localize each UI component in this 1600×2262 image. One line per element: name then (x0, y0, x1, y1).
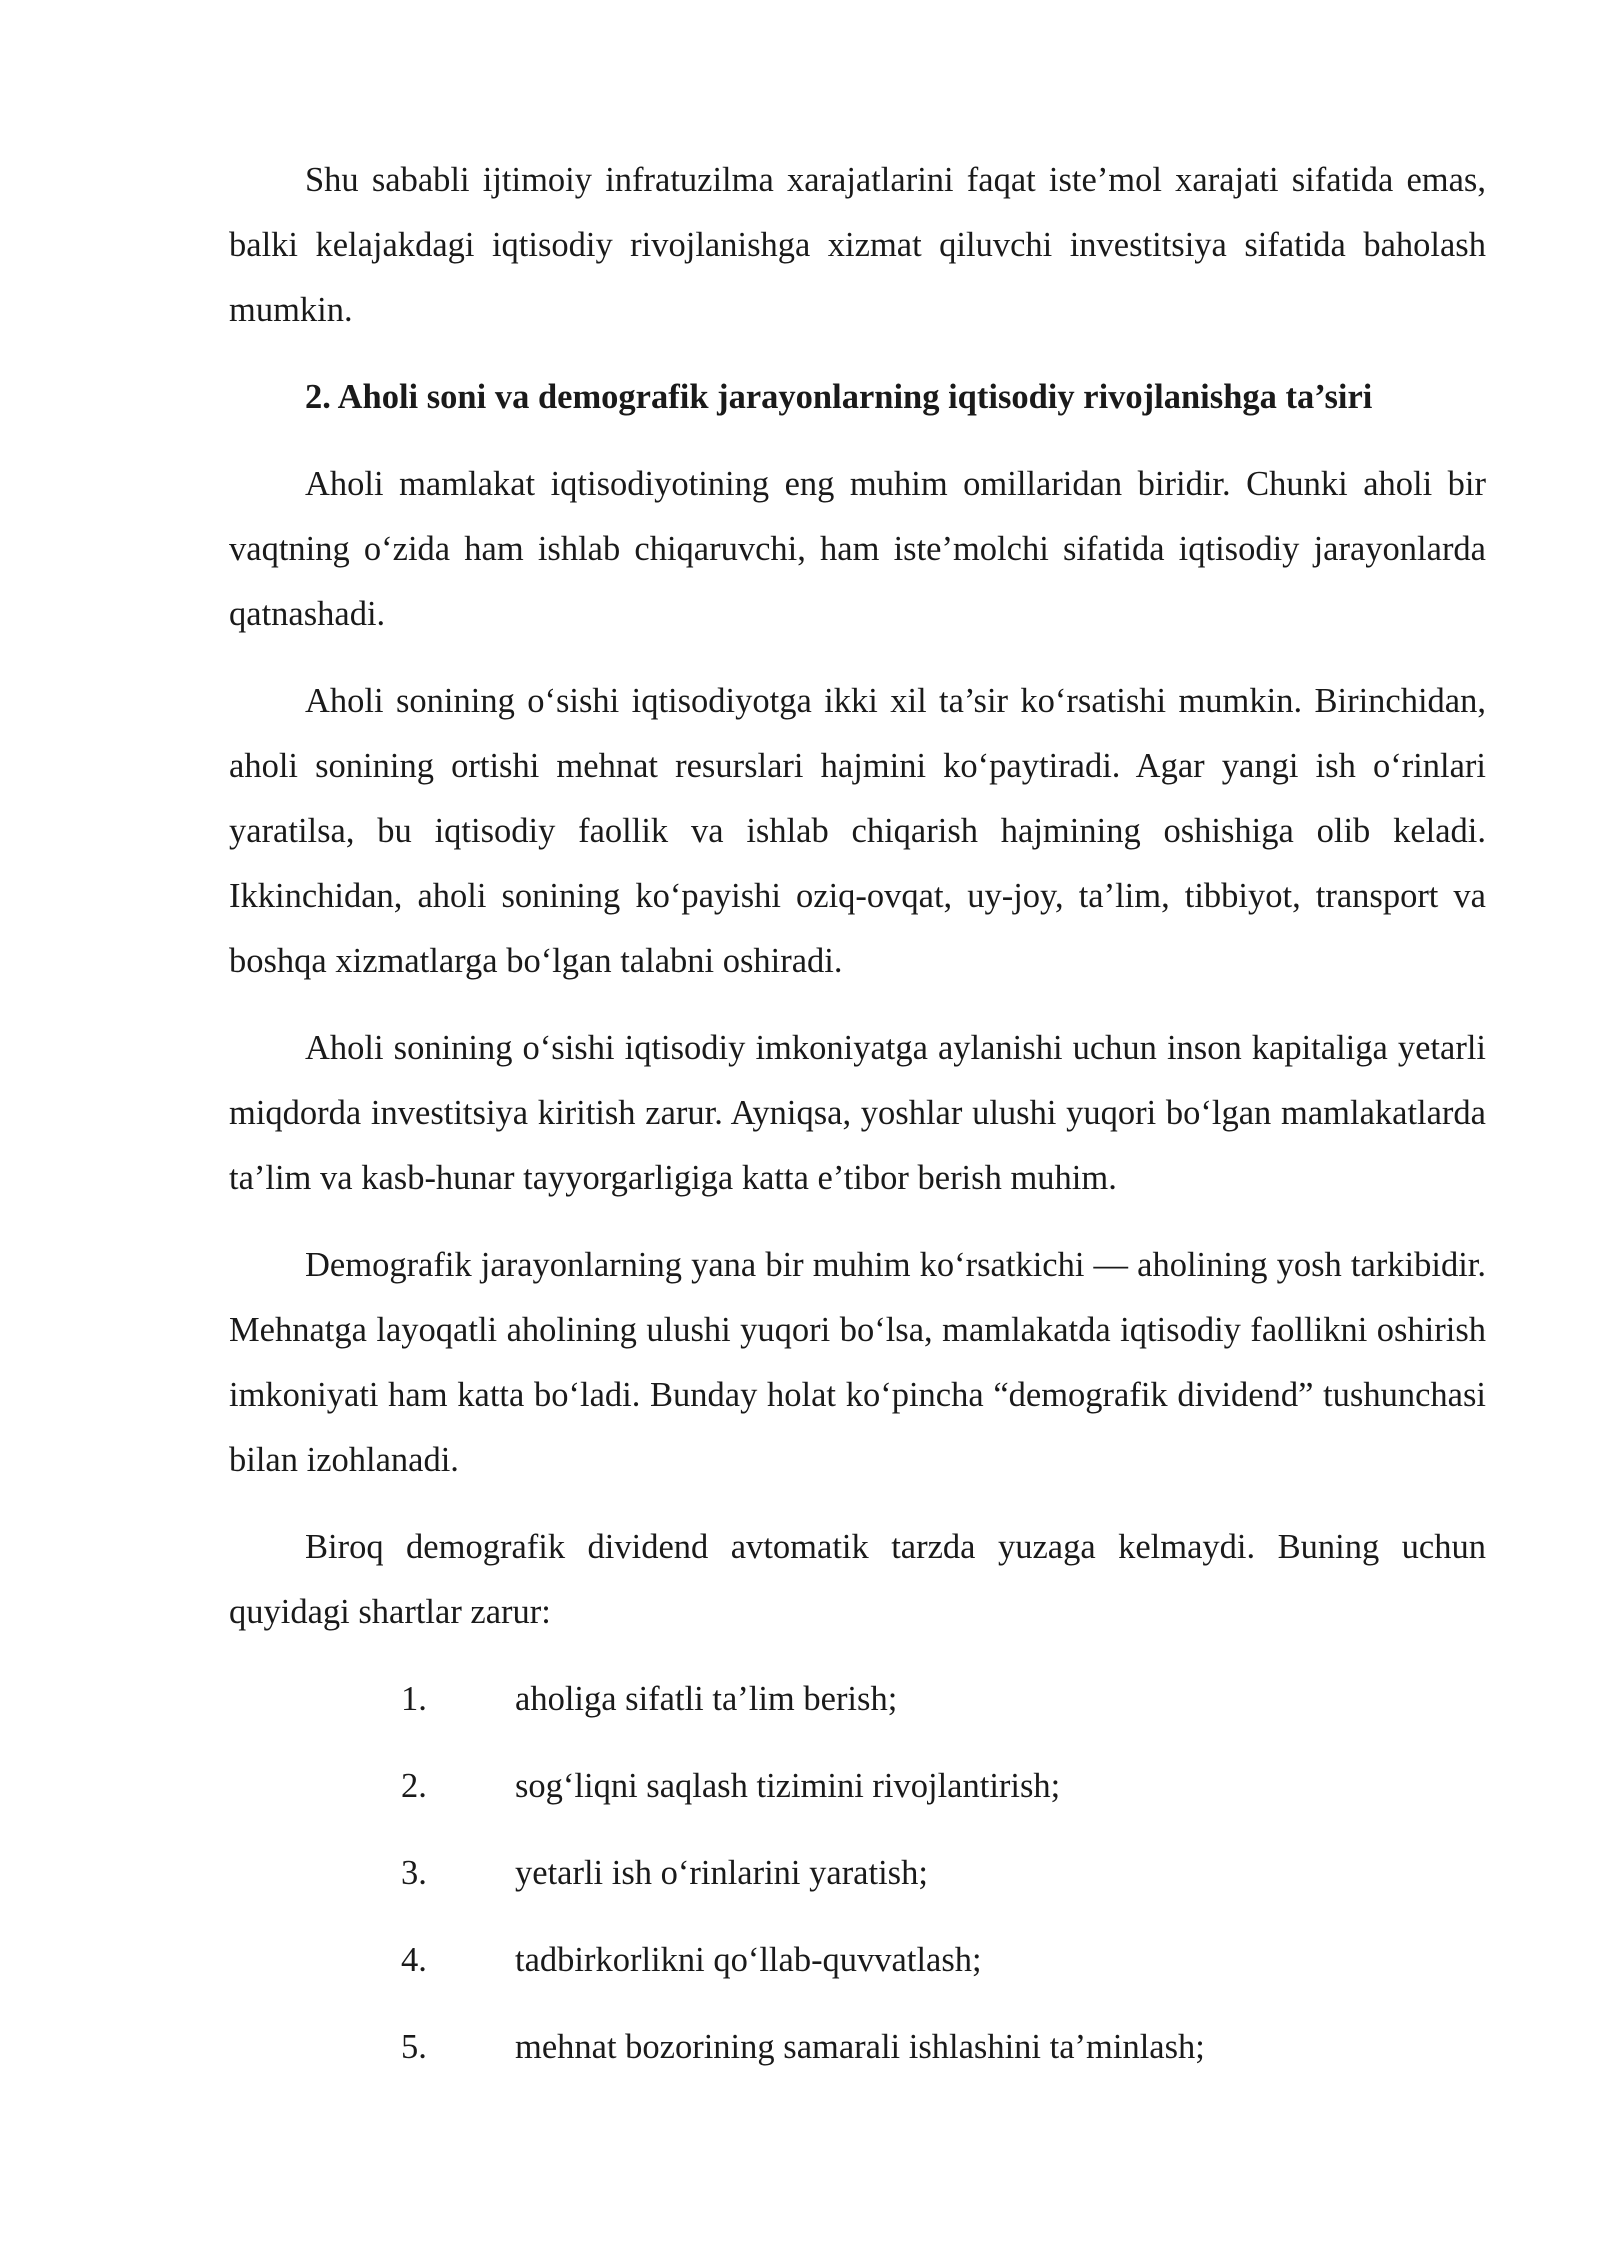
list-item (229, 1928, 1486, 1993)
conditions-list (229, 1667, 1486, 2080)
list-text: tadbirkorlikni qo‘llab-quvvatlash; (515, 1941, 982, 1979)
paragraph-4: Demografik jarayonlarning yana bir muhim ko‘rsatkichi — aholining yosh tarkibidir. Mehnatga layoqatli aholining ulushi yuqori bo‘lsa, mamlakatda iqtisodiy faollikni oshirish imkoniyati ham katta bo‘ladi. Bunday holat ko‘pincha “demografik dividend” tushunchasi bilan izohlanadi. (229, 1246, 1486, 1479)
paragraph-5: Biroq demografik dividend avtomatik tarzda yuzaga kelmaydi. Buning uchun quyidagi shartlar zarur: (229, 1528, 1486, 1631)
list-item (229, 1754, 1486, 1819)
document-page (229, 148, 1486, 2102)
list-number: 3. (401, 1854, 427, 1892)
list-number: 4. (401, 1941, 427, 1979)
list-number: 1. (401, 1680, 427, 1718)
paragraph-intro: Shu sababli ijtimoiy infratuzilma xarajatlarini faqat iste’mol xarajati sifatida emas, balki kelajakdagi iqtisodiy rivojlanishga xizmat qiluvchi investitsiya sifatida baholash mumkin. (229, 161, 1486, 329)
section-heading: 2. Aholi soni va demografik jarayonlarning iqtisodiy rivojlanishga ta’siri (305, 378, 1373, 416)
list-text: aholiga sifatli ta’lim berish; (515, 1680, 898, 1718)
list-item (229, 1841, 1486, 1906)
paragraph-1: Aholi mamlakat iqtisodiyotining eng muhim omillaridan biridir. Chunki aholi bir vaqtning o‘zida ham ishlab chiqaruvchi, ham iste’molchi sifatida iqtisodiy jarayonlarda qatnashadi. (229, 465, 1486, 633)
list-item (229, 2015, 1486, 2080)
list-text: yetarli ish o‘rinlarini yaratish; (515, 1854, 928, 1892)
list-text: mehnat bozorining samarali ishlashini ta’minlash; (515, 2028, 1205, 2066)
list-number: 5. (401, 2028, 427, 2066)
paragraph-2: Aholi sonining o‘sishi iqtisodiyotga ikki xil ta’sir ko‘rsatishi mumkin. Birinchidan, aholi sonining ortishi mehnat resurslari hajmini ko‘paytiradi. Agar yangi ish o‘rinlari yaratilsa, bu iqtisodiy faollik va ishlab chiqarish hajmining oshishiga olib keladi. Ikkinchidan, aholi sonining ko‘payishi oziq-ovqat, uy-joy, ta’lim, tibbiyot, transport va boshqa xizmatlarga bo‘lgan talabni oshiradi. (229, 682, 1486, 980)
list-item (229, 1667, 1486, 1732)
list-number: 2. (401, 1767, 427, 1805)
list-text: sog‘liqni saqlash tizimini rivojlantirish; (515, 1767, 1061, 1805)
paragraph-3: Aholi sonining o‘sishi iqtisodiy imkoniyatga aylanishi uchun inson kapitaliga yetarli miqdorda investitsiya kiritish zarur. Ayniqsa, yoshlar ulushi yuqori bo‘lgan mamlakatlarda ta’lim va kasb-hunar tayyorgarligiga katta e’tibor berish muhim. (229, 1029, 1486, 1197)
